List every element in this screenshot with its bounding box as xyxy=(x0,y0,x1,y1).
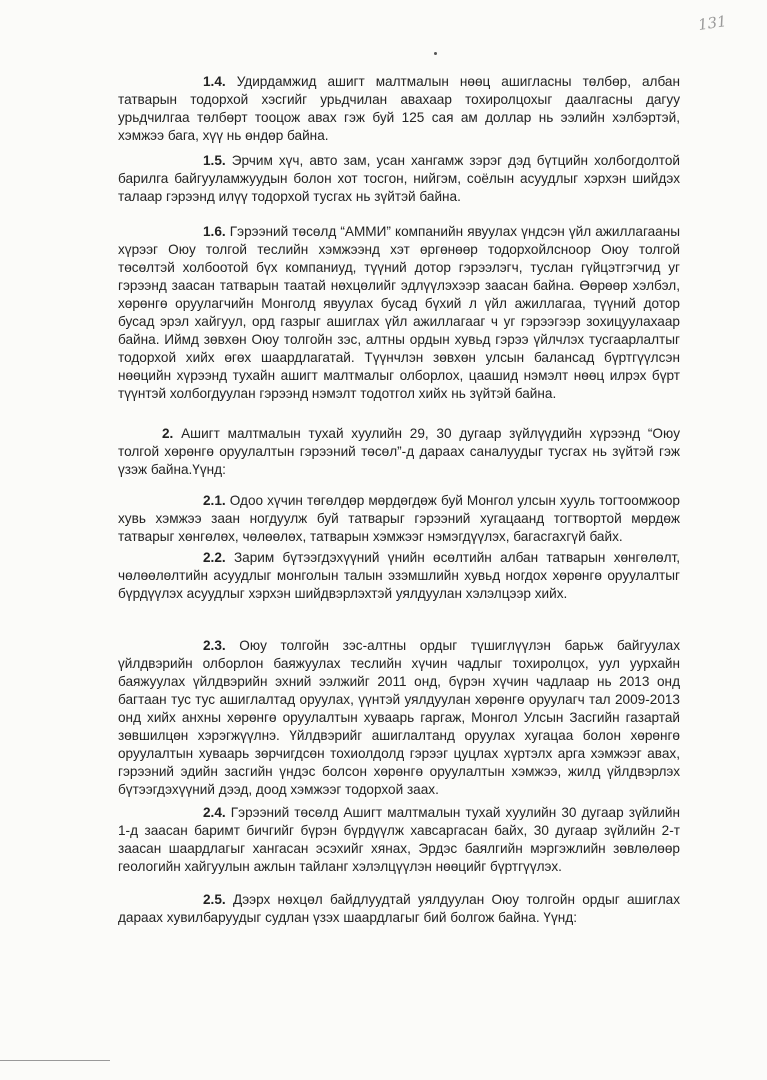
paragraph-2-1 xyxy=(118,492,680,546)
paragraph-1-5 xyxy=(118,152,680,206)
paragraph-text: Дээрх нөхцөл байдлуудтай уялдуулан Оюу толгойн ордыг ашиглах дараах хувилбаруудыг судлан үзэх шаардлагыг бий болгож байна. Үүнд: xyxy=(118,892,680,925)
paragraph-number: 2.3. xyxy=(203,638,226,653)
paragraph-2 xyxy=(118,425,680,479)
paragraph-text: Оюу толгойн зэс-алтны ордыг түшиглүүлэн барьж байгуулах үйлдвэрийн олборлон баяжуулах теслийн хүчин чадлыг тохиролцох, уул уурхайн баяжуулах үйлдвэрийн эхний ээлжийг 2011 онд, бүрэн хүчин чадлаар нь 2013 онд багтаан тус тус ашиглалтад оруулах, үүнтэй уялдуулан хөрөнгө оруулагч тал 2009-2013 онд хийх анхны хөрөнгө оруулалтын хуваарь гаргаж, Монгол Улсын Засгийн газартай зөвшилцөн хэрэгжүүлнэ. Үйлдвэрийг ашиглалтанд оруулах хугацаа болон хөрөнгө оруулалтын хуваарь зөрчигдсөн тохиолдолд гэрээг цуцлах хүртэлх арга хэмжээг авах, гэрээний эдийн засгийн үндэс болсон хөрөнгө оруулалтын хэмжээ, жилд үйлдвэрлэх бүтээгдэхүүний дээд, доод хэмжээг тодорхой заах. xyxy=(118,638,681,797)
paragraph-2-3 xyxy=(118,637,680,799)
paragraph-text: Одоо хүчин төгөлдөр мөрдөгдөж буй Монгол улсын хууль тогтоомжоор хувь хэмжээ заан ногдуулж буй татварыг гэрээний хугацаанд тогтвортой мөрдөж татварыг хөнгөлөх, чөлөөлөх, татварын хэмжээг нэмэгдүүлэх, багасгахгүй байх. xyxy=(118,493,680,544)
paragraph-number: 2. xyxy=(162,426,174,441)
paragraph-number: 1.6. xyxy=(203,224,226,239)
paragraph-text: Эрчим хүч, авто зам, усан хангамж зэрэг дэд бүтцийн холбогдолтой барилга байгууламжуудын болон хот тосгон, нийгэм, соёлын асуудлыг хэрхэн шийдэх талаар гэрээнд илүү тодорхой тусгах нь зүйтэй байна. xyxy=(118,153,680,204)
paragraph-text: Зарим бүтээгдэхүүний үнийн өсөлтийн албан татварын хөнгөлөлт, чөлөөлөлтийн асуудлыг монголын талын эзэмшлийн хувьд ногдох хөрөнгө оруулалтыг бүрдүүлэх асуудлыг хэрхэн шийдвэрлэхтэй уялдуулан хэлэлцээр хийх. xyxy=(118,550,680,601)
paragraph-2-5 xyxy=(118,891,680,927)
paragraph-number: 2.4. xyxy=(203,805,226,820)
footer-divider xyxy=(0,1060,110,1061)
paragraph-1-6 xyxy=(118,223,680,403)
paragraph-2-4 xyxy=(118,804,680,876)
paragraph-text: Ашигт малтмалын тухай хуулийн 29, 30 дугаар зүйлүүдийн хүрээнд “Оюу толгой хөрөнгө оруулалтын гэрээний төсөл”-д дараах саналуудыг тусгах нь зүйтэй гэж үзэж байна.Үүнд: xyxy=(118,426,680,477)
paragraph-number: 2.5. xyxy=(203,892,226,907)
paragraph-text: Удирдамжид ашигт малтмалын нөөц ашигласны төлбөр, албан татварын тодорхой хэсгийг урьдчилан авахаар тохиролцохыг даалгасны дагуу урьдчилгаа төлбөрт тооцож авах гэж буй 125 сая ам доллар нь ээлийн хэлбэртэй, хэмжээ бага, хүү нь өндөр байна. xyxy=(118,74,680,143)
paragraph-number: 1.5. xyxy=(203,153,226,168)
scan-mark xyxy=(434,52,437,55)
paragraph-text: Гэрээний төсөлд “АММИ” компанийн явуулах үндсэн үйл ажиллагааны хүрээг Оюу толгой теслийн хэмжээнд хэт өргөнөөр тодорхойлсноор Оюу толгой төсөлтэй холбоотой бүх компаниуд, түүний дотор гэрээлэгч, туслан гүйцэтгэгчид уг гэрээнд заасан татварын таатай нөхцөлийг эдлүүлэхээр заасан байна. Өөрөөр хэлбэл, хөрөнгө оруулагчийн Монголд явуулах бусад бүхий л үйл ажиллагаа, түүний дотор бусад эрэл хайгуул, орд газрыг ашиглах үйл ажиллагааг ч уг гэрээгээр зохицуулахаар байна. Иймд зөвхөн Оюу толгойн зэс, алтны ордын хувьд гэрээ үйлчлэх тусгаарлалтыг тодорхой хийх өгөх шаардлагатай. Түүнчлэн зөвхөн улсын балансад бүртгүүлсэн нөөцийн хүрээнд тухайн ашигт малтмалыг олборлох, цаашид нэмэлт нөөц илрэх бүрт түүнтэй холбогдуулан гэрээнд нэмэлт тодотгол хийх нь зүйтэй байна. xyxy=(118,224,680,401)
paragraph-number: 2.2. xyxy=(203,550,226,565)
paragraph-number: 2.1. xyxy=(203,493,226,508)
paragraph-2-2 xyxy=(118,549,680,603)
paragraph-text: Гэрээний төсөлд Ашигт малтмалын тухай хуулийн 30 дугаар зүйлийн 1-д заасан баримт бичгийг бүрэн бүрдүүлж хавсаргасан байх, 30 дугаар зүйлийн 2-т заасан шаардлагыг хангасан эсэхийг хянах, Эрдэс баялгийн мэргэжлийн зөвлөлөөр геологийн хайгуулын ажлын тайланг хэлэлцүүлэн нөөцийг бүртгүүлэх. xyxy=(118,805,680,874)
paragraph-1-4 xyxy=(118,73,680,145)
page-number: 131 xyxy=(697,12,729,34)
paragraph-number: 1.4. xyxy=(203,74,226,89)
